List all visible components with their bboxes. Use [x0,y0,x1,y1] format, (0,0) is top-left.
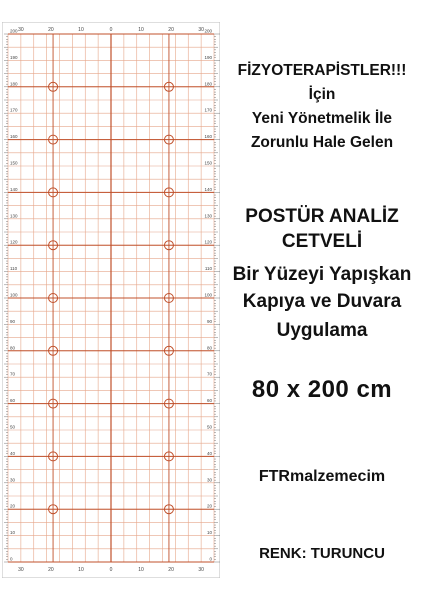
intro-line-1: İçin [308,86,336,103]
product-name-line-1: POSTÜR ANALİZ [245,206,399,227]
top-scale-label: 10 [138,27,144,33]
top-scale-label: 30 [18,27,24,33]
top-scale-label: 10 [78,27,84,33]
product-name-line-2: CETVELİ [281,231,363,252]
description-line-2: Kapıya ve Duvara [242,291,402,312]
left-scale-label: 190 [10,54,18,60]
right-scale-label: 180 [204,81,212,87]
headline-physiotherapists: FİZYOTERAPİSTLER!!! [237,62,407,79]
left-scale-label: 10 [10,530,16,536]
left-scale-label: 110 [10,266,18,272]
bottom-scale-label: 30 [18,567,24,573]
bottom-scale-label: 30 [198,567,204,573]
bottom-scale-label: 10 [138,567,144,573]
product-size: 80 x 200 cm [251,376,393,403]
right-scale-label: 190 [204,54,212,60]
bottom-scale-label: 20 [168,567,174,573]
right-scale-label: 0 [209,556,212,562]
right-scale-label: 150 [204,160,212,166]
right-scale-label: 200 [204,28,212,34]
bottom-scale-label: 0 [109,567,113,573]
right-scale-label: 60 [206,398,212,404]
description-line-1: Bir Yüzeyi Yapışkan [232,264,412,285]
right-scale-label: 130 [204,213,212,219]
left-scale-label: 80 [10,345,16,351]
right-scale-label: 110 [204,266,212,272]
right-scale-label: 30 [206,477,212,483]
description-line-3: Uygulama [276,320,368,341]
top-scale-label: 20 [48,27,54,33]
right-scale-label: 160 [204,134,212,140]
right-scale-label: 170 [204,107,212,113]
right-scale-label: 40 [206,450,212,456]
intro-line-2: Yeni Yönetmelik İle [251,110,393,127]
left-scale-label: 30 [10,477,16,483]
right-scale-label: 10 [206,530,212,536]
top-scale-label: 0 [109,27,113,33]
left-scale-label: 120 [10,239,18,245]
left-scale-label: 100 [10,292,18,298]
bottom-scale-label: 10 [78,567,84,573]
left-scale-label: 160 [10,134,18,140]
left-scale-label: 150 [10,160,18,166]
left-scale-label: 70 [10,371,16,377]
left-scale-label: 180 [10,81,18,87]
left-scale-label: 60 [10,398,16,404]
product-color: RENK: TURUNCU [259,545,385,562]
top-scale-label: 20 [168,27,174,33]
left-scale-label: 200 [10,28,18,34]
left-scale-label: 170 [10,107,18,113]
right-scale-label: 70 [206,371,212,377]
posture-analysis-ruler [2,22,220,578]
left-scale-label: 50 [10,424,16,430]
right-scale-label: 80 [206,345,212,351]
left-scale-label: 0 [10,556,13,562]
right-scale-label: 120 [204,239,212,245]
intro-line-3: Zorunlu Hale Gelen [250,134,394,151]
right-scale-label: 140 [204,186,212,192]
left-scale-label: 140 [10,186,18,192]
right-scale-label: 100 [204,292,212,298]
top-scale-label: 30 [198,27,204,33]
right-scale-label: 50 [206,424,212,430]
left-scale-label: 20 [10,503,16,509]
bottom-scale-label: 20 [48,567,54,573]
left-scale-label: 40 [10,450,16,456]
brand-name: FTRmalzemecim [258,468,386,485]
left-scale-label: 130 [10,213,18,219]
left-scale-label: 90 [10,318,16,324]
right-scale-label: 20 [206,503,212,509]
right-scale-label: 90 [206,318,212,324]
